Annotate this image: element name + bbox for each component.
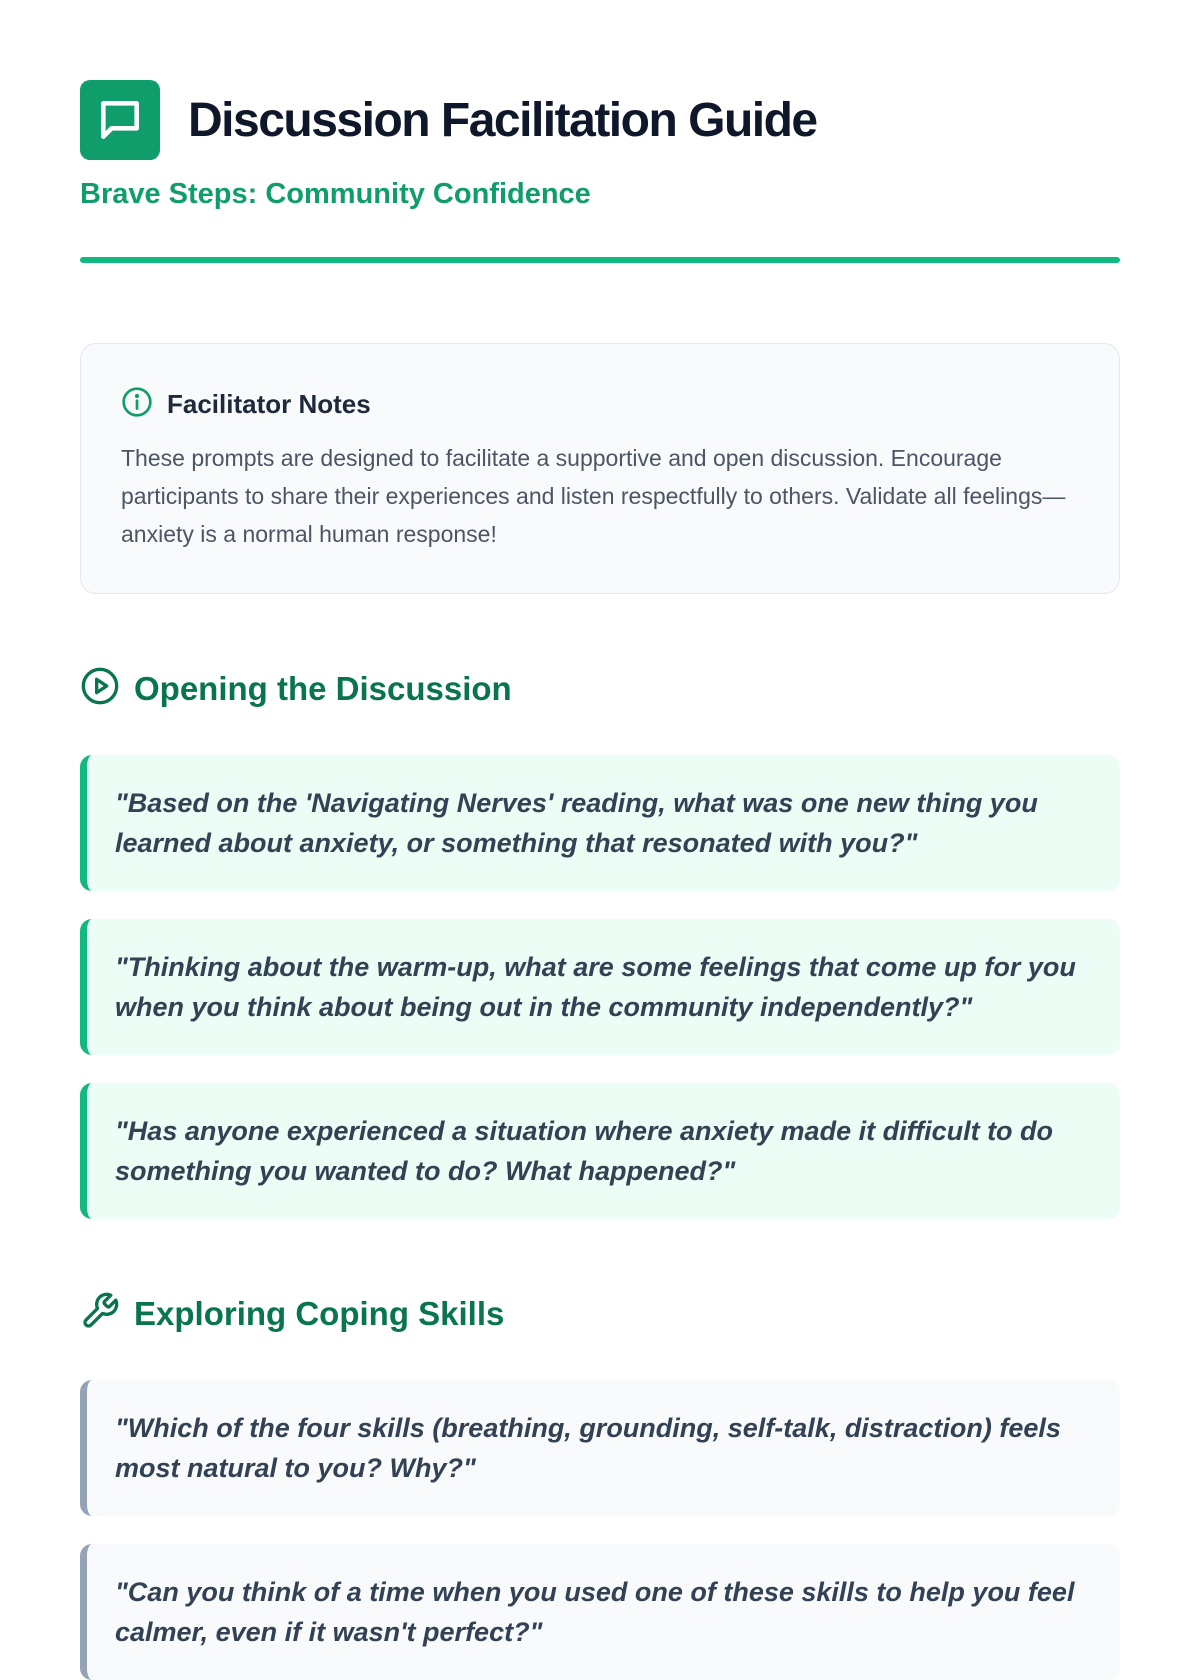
play-circle-icon [80,666,120,711]
chat-bubble-icon [80,80,160,160]
section-header-opening [80,666,1120,711]
facilitator-notes-header [121,386,1079,423]
page-title: Discussion Facilitation Guide [188,93,817,147]
prompt-card: "Has anyone experienced a situation where anxiety made it difficult to do something you wanted to do? What happened?" [80,1083,1120,1219]
facilitator-notes-box [80,343,1120,594]
section-header-coping [80,1291,1120,1336]
facilitator-notes-title: Facilitator Notes [167,389,371,419]
prompt-list-coping [80,1380,1120,1680]
section-title-opening: Opening the Discussion [134,669,512,707]
prompt-card: "Which of the four skills (breathing, grounding, self-talk, distraction) feels most natural to you? Why?" [80,1380,1120,1516]
prompt-card: "Can you think of a time when you used one of these skills to help you feel calmer, even if it wasn't perfect?" [80,1544,1120,1680]
prompt-card: "Based on the 'Navigating Nerves' reading, what was one new thing you learned about anxiety, or something that resonated with you?" [80,755,1120,891]
wrench-icon [80,1291,120,1336]
page-header [80,80,1120,160]
info-icon [121,386,153,423]
prompt-card: "Thinking about the warm-up, what are some feelings that come up for you when you think about being out in the community independently?" [80,919,1120,1055]
prompt-list-opening [80,755,1120,1219]
header-divider [80,257,1120,263]
page-subtitle: Brave Steps: Community Confidence [80,178,591,210]
section-title-coping: Exploring Coping Skills [134,1294,505,1332]
facilitator-notes-body: These prompts are designed to facilitate a supportive and open discussion. Encourage participants to share their experiences and listen respectfully to others. Validate all feelings—anxiety is a normal human response! [121,445,1066,547]
